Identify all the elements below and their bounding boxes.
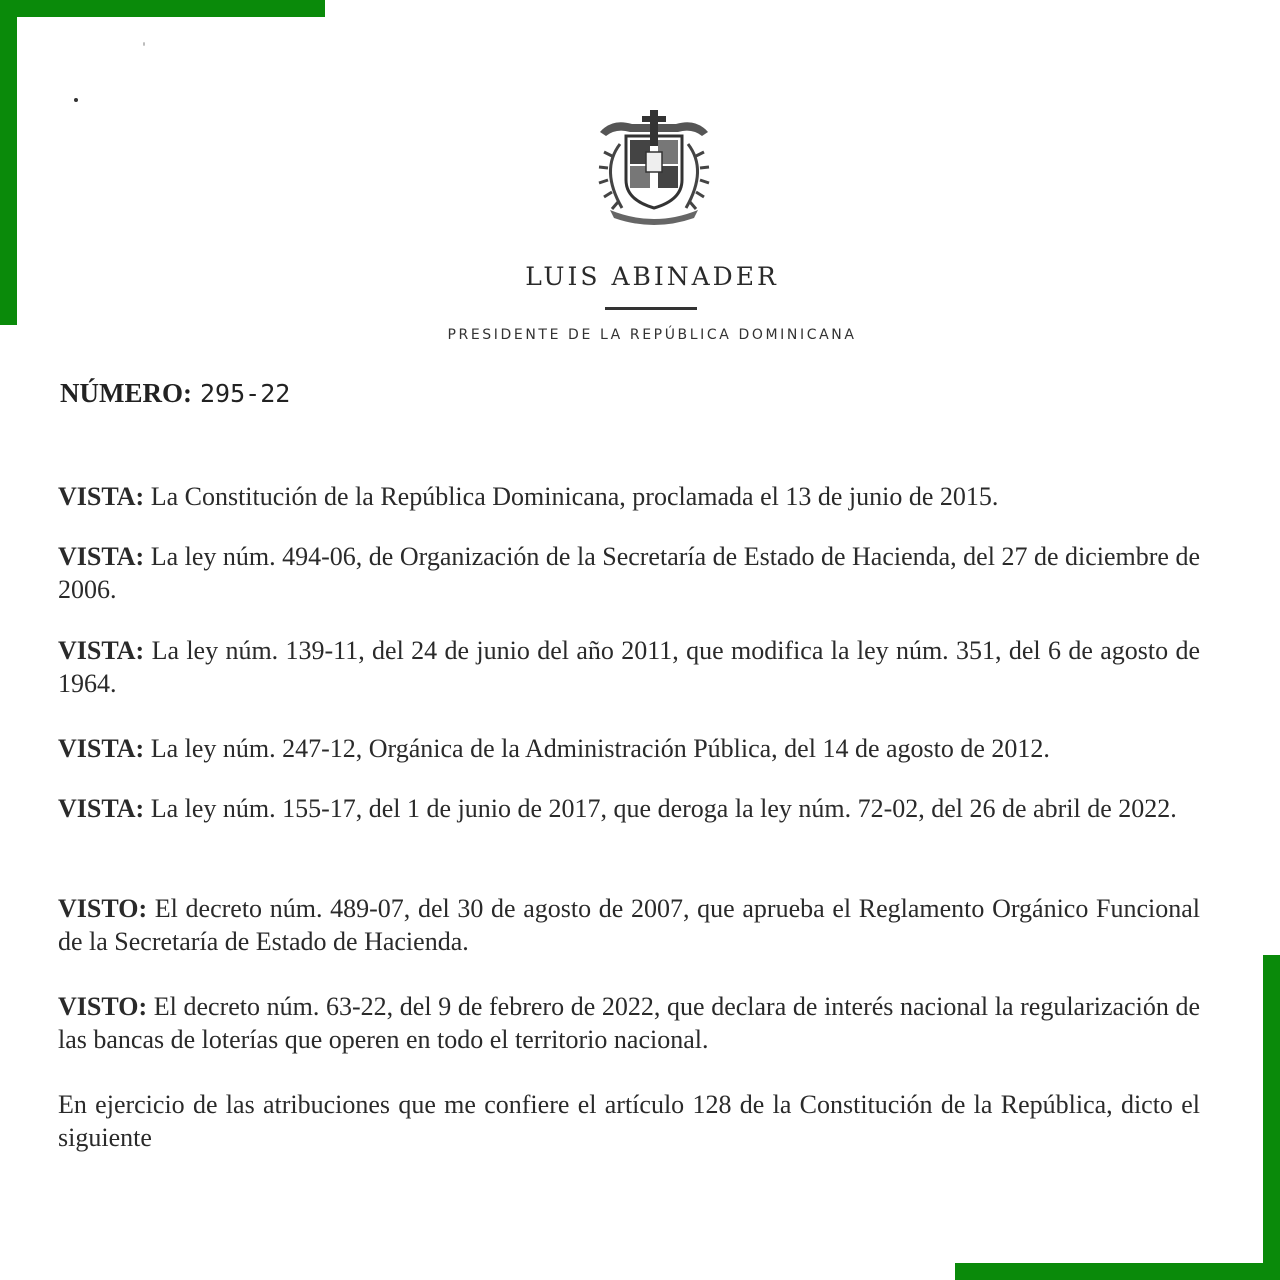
scan-speck [143, 42, 145, 46]
paragraph-text: La Constitución de la República Dominicana, proclamada el 13 de junio de 2015. [150, 482, 999, 511]
paragraph-text: El decreto núm. 489-07, del 30 de agosto de 2007, que aprueba el Reglamento Orgánico Funcional de la Secretaría de Estado de Hacienda. [58, 894, 1201, 956]
president-name: LUIS ABINADER [525, 262, 779, 291]
document-number-value: 295-22 [199, 379, 291, 408]
paragraph-text: La ley núm. 494-06, de Organización de la Secretaría de Estado de Hacienda, del 27 de diciembre de 2006. [58, 542, 1200, 604]
frame-corner-top-left-horizontal [0, 0, 325, 17]
paragraph-keyword: VISTA: [58, 794, 145, 823]
paragraph-keyword: VISTO: [58, 992, 148, 1021]
paragraph-vista-3 [58, 634, 1200, 700]
paragraph-text: La ley núm. 139-11, del 24 de junio del año 2011, que modifica la ley núm. 351, del 6 de agosto de 1964. [58, 636, 1201, 698]
name-divider [605, 307, 697, 310]
paragraph-text: El decreto núm. 63-22, del 9 de febrero de 2022, que declara de interés nacional la regularización de las bancas de loterías que operen en todo el territorio nacional. [58, 992, 1200, 1054]
paragraph-text: En ejercicio de las atribuciones que me confiere el artículo 128 de la Constitución de la República, dicto el siguiente [58, 1090, 1200, 1152]
document-number [60, 378, 290, 409]
document-number-label: NÚMERO: [60, 378, 192, 408]
paragraph-visto-2 [58, 990, 1200, 1056]
paragraph-closing [58, 1088, 1200, 1154]
coat-of-arms-icon [592, 104, 716, 226]
paragraph-keyword: VISTO: [58, 894, 148, 923]
paragraph-vista-5 [58, 792, 1200, 825]
paragraph-keyword: VISTA: [58, 482, 145, 511]
paragraph-keyword: VISTA: [58, 636, 145, 665]
paragraph-keyword: VISTA: [58, 542, 145, 571]
paragraph-vista-2 [58, 540, 1200, 606]
frame-corner-bottom-right-vertical [1263, 955, 1280, 1280]
paragraph-keyword: VISTA: [58, 734, 145, 763]
paragraph-text: La ley núm. 155-17, del 1 de junio de 2017, que deroga la ley núm. 72-02, del 26 de abril de 2022. [150, 794, 1177, 823]
paragraph-visto-1 [58, 892, 1200, 958]
frame-corner-bottom-right-horizontal [955, 1263, 1280, 1280]
president-title: PRESIDENTE DE LA REPÚBLICA DOMINICANA [447, 327, 857, 343]
paragraph-text: La ley núm. 247-12, Orgánica de la Administración Pública, del 14 de agosto de 2012. [150, 734, 1050, 763]
scan-speck [74, 98, 78, 102]
paragraph-vista-4 [58, 732, 1200, 765]
paragraph-vista-1 [58, 480, 1200, 513]
